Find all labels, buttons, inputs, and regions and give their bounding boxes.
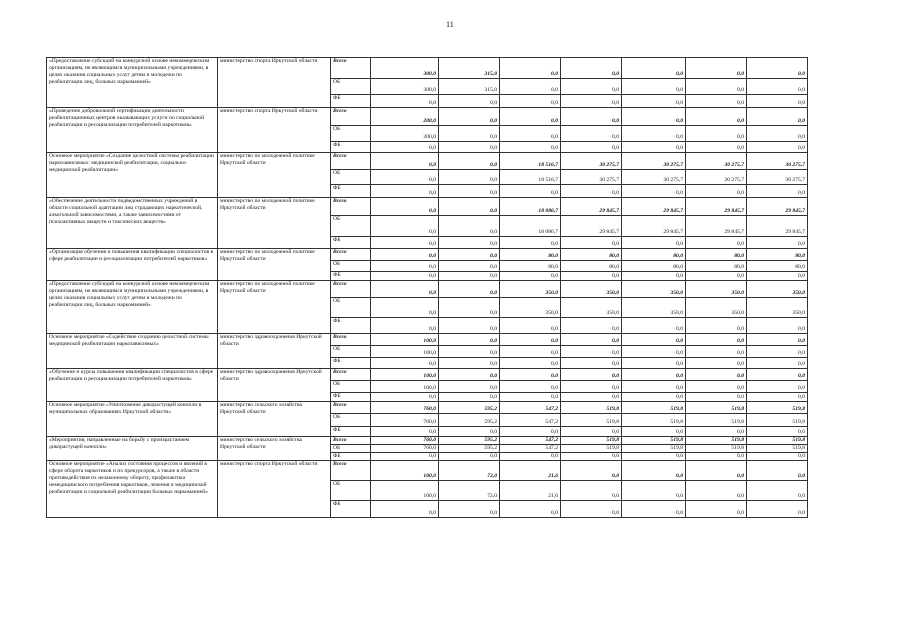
measure-name: «Организация обучения и повышения квалификации специалистов в сфере реабилитации и ресоциализации потребителей наркотиков»: [47, 249, 218, 281]
amount-cell: 519,8: [622, 445, 686, 453]
amount-cell: 80,0: [500, 261, 561, 272]
amount-cell: 0,0: [371, 358, 439, 369]
amount-cell: 0,0: [747, 481, 808, 501]
amount-cell: 80,0: [561, 249, 622, 261]
amount-cell: 30 275,7: [561, 170, 622, 185]
amount-cell: 0,0: [439, 427, 500, 437]
funding-source: ФБ: [331, 95, 371, 108]
amount-cell: 760,0: [371, 414, 439, 427]
amount-cell: 350,0: [622, 281, 686, 298]
amount-cell: 350,0: [747, 281, 808, 298]
amount-cell: 519,8: [686, 402, 747, 414]
amount-cell: 0,0: [622, 453, 686, 461]
amount-cell: 519,8: [747, 445, 808, 453]
executor: министерство спорта Иркутской области: [218, 58, 331, 108]
amount-cell: 80,0: [561, 261, 622, 272]
funding-source: ОБ: [331, 126, 371, 142]
amount-cell: 0,0: [561, 318, 622, 334]
amount-cell: 0,0: [439, 237, 500, 249]
amount-cell: 0,0: [686, 453, 747, 461]
measure-name: Основное мероприятие «Создание целостной системы реабилитации наркозависимых: медицинской реабилитации, социально-медицинской реабилитации»: [47, 153, 218, 198]
amount-cell: 0,0: [686, 108, 747, 126]
measure-name: Основное мероприятие «Содействие созданию целостной системы медицинской реабилитации наркозависимых»: [47, 334, 218, 369]
amount-cell: 0,0: [439, 153, 500, 170]
amount-cell: 80,0: [747, 249, 808, 261]
amount-cell: 0,0: [747, 185, 808, 198]
amount-cell: 0,0: [500, 142, 561, 153]
funding-source: ОБ: [331, 481, 371, 501]
amount-cell: 80,0: [622, 261, 686, 272]
amount-cell: 350,0: [686, 281, 747, 298]
amount-cell: 100,0: [371, 334, 439, 346]
funding-source: ОБ: [331, 346, 371, 358]
funding-source: ФБ: [331, 237, 371, 249]
amount-cell: 519,8: [561, 414, 622, 427]
amount-cell: 0,0: [747, 393, 808, 402]
measure-name: «Обеспечение деятельности подведомственных учреждений в области социальной адаптации лиц страдающих наркотической, алкогольной зависимостями, а также зависимостями от психоактивных веществ и токсических веществ»: [47, 198, 218, 249]
amount-cell: 0,0: [439, 108, 500, 126]
amount-cell: 0,0: [561, 79, 622, 95]
amount-cell: 0,0: [371, 237, 439, 249]
amount-cell: 0,0: [561, 272, 622, 281]
amount-cell: 519,8: [622, 402, 686, 414]
amount-cell: 0,0: [747, 346, 808, 358]
amount-cell: 0,0: [747, 142, 808, 153]
amount-cell: 0,0: [500, 427, 561, 437]
amount-cell: 0,0: [500, 369, 561, 381]
amount-cell: 0,0: [371, 153, 439, 170]
amount-cell: 30 275,7: [622, 153, 686, 170]
amount-cell: 0,0: [686, 95, 747, 108]
amount-cell: 0,0: [371, 501, 439, 518]
amount-cell: 0,0: [622, 346, 686, 358]
amount-cell: 0,0: [371, 249, 439, 261]
amount-cell: 0,0: [371, 95, 439, 108]
amount-cell: 0,0: [747, 369, 808, 381]
amount-cell: 0,0: [686, 427, 747, 437]
amount-cell: 0,0: [747, 334, 808, 346]
table-row: [47, 334, 808, 346]
amount-cell: 760,0: [371, 437, 439, 445]
amount-cell: 0,0: [439, 298, 500, 318]
amount-cell: 519,8: [747, 402, 808, 414]
amount-cell: 0,0: [622, 334, 686, 346]
amount-cell: 30 275,7: [686, 170, 747, 185]
amount-cell: 0,0: [747, 501, 808, 518]
table-row: [47, 437, 808, 445]
amount-cell: 30 275,7: [622, 170, 686, 185]
funding-source: ОБ: [331, 414, 371, 427]
funding-source: ОБ: [331, 170, 371, 185]
amount-cell: 0,0: [561, 369, 622, 381]
executor: министерство здравоохранения Иркутской области: [218, 369, 331, 402]
amount-cell: 0,0: [439, 501, 500, 518]
amount-cell: 0,0: [686, 481, 747, 501]
amount-cell: 0,0: [622, 58, 686, 79]
amount-cell: 0,0: [747, 237, 808, 249]
amount-cell: 0,0: [622, 108, 686, 126]
amount-cell: 29 845,7: [747, 198, 808, 216]
amount-cell: 0,0: [747, 381, 808, 393]
table-row: [47, 281, 808, 298]
amount-cell: 0,0: [561, 108, 622, 126]
amount-cell: 0,0: [439, 249, 500, 261]
amount-cell: 0,0: [561, 142, 622, 153]
amount-cell: 0,0: [686, 142, 747, 153]
amount-cell: 29 845,7: [622, 198, 686, 216]
amount-cell: 0,0: [686, 461, 747, 481]
amount-cell: 0,0: [371, 298, 439, 318]
amount-cell: 0,0: [747, 95, 808, 108]
amount-cell: 0,0: [561, 501, 622, 518]
amount-cell: 0,0: [439, 453, 500, 461]
amount-cell: 0,0: [439, 318, 500, 334]
funding-source: ОБ: [331, 216, 371, 237]
amount-cell: 0,0: [500, 185, 561, 198]
funding-source: ФБ: [331, 453, 371, 461]
amount-cell: 0,0: [686, 381, 747, 393]
measure-name: «Предоставление субсидий на конкурсной основе некоммерческим организациям, не являющимся муниципальными учреждениями, в целях оказания социальных услуг детям и молодежи по реабилитации лиц, больных наркоманией»: [47, 58, 218, 108]
funding-source: ОБ: [331, 261, 371, 272]
amount-cell: 0,0: [439, 170, 500, 185]
amount-cell: 0,0: [561, 95, 622, 108]
amount-cell: 0,0: [371, 318, 439, 334]
amount-cell: 519,8: [747, 414, 808, 427]
amount-cell: 0,0: [561, 381, 622, 393]
amount-cell: 0,0: [500, 237, 561, 249]
amount-cell: 547,2: [500, 402, 561, 414]
funding-source: Всего: [331, 369, 371, 381]
amount-cell: 0,0: [439, 216, 500, 237]
amount-cell: 0,0: [500, 501, 561, 518]
amount-cell: 0,0: [622, 142, 686, 153]
amount-cell: 0,0: [500, 453, 561, 461]
funding-source: ОБ: [331, 381, 371, 393]
amount-cell: 0,0: [500, 318, 561, 334]
amount-cell: 595,2: [439, 445, 500, 453]
amount-cell: 350,0: [747, 298, 808, 318]
amount-cell: 0,0: [561, 453, 622, 461]
amount-cell: 0,0: [561, 237, 622, 249]
amount-cell: 0,0: [622, 481, 686, 501]
amount-cell: 0,0: [747, 79, 808, 95]
amount-cell: 0,0: [500, 126, 561, 142]
amount-cell: 300,0: [371, 58, 439, 79]
funding-source: ОБ: [331, 79, 371, 95]
executor: министерство по молодежной политике Иркутской области: [218, 281, 331, 334]
amount-cell: 315,0: [439, 58, 500, 79]
funding-source: ФБ: [331, 427, 371, 437]
amount-cell: 0,0: [747, 318, 808, 334]
amount-cell: 18 516,7: [500, 170, 561, 185]
amount-cell: 519,8: [686, 437, 747, 445]
amount-cell: 0,0: [622, 501, 686, 518]
table-row: [47, 198, 808, 216]
amount-cell: 0,0: [371, 427, 439, 437]
amount-cell: 0,0: [622, 79, 686, 95]
amount-cell: 519,8: [686, 445, 747, 453]
amount-cell: 0,0: [622, 237, 686, 249]
amount-cell: 80,0: [500, 249, 561, 261]
amount-cell: 0,0: [561, 58, 622, 79]
amount-cell: 100,0: [371, 369, 439, 381]
executor: министерство спорта Иркутской области: [218, 108, 331, 153]
amount-cell: 0,0: [747, 461, 808, 481]
amount-cell: 0,0: [439, 369, 500, 381]
amount-cell: 0,0: [371, 261, 439, 272]
amount-cell: 0,0: [439, 358, 500, 369]
amount-cell: 0,0: [747, 126, 808, 142]
amount-cell: 80,0: [686, 261, 747, 272]
table-row: [47, 402, 808, 414]
amount-cell: 519,8: [622, 437, 686, 445]
funding-source: Всего: [331, 461, 371, 481]
amount-cell: 0,0: [686, 79, 747, 95]
amount-cell: 0,0: [686, 334, 747, 346]
amount-cell: 519,8: [747, 437, 808, 445]
amount-cell: 0,0: [686, 369, 747, 381]
funding-source: Всего: [331, 437, 371, 445]
amount-cell: 0,0: [371, 272, 439, 281]
funding-source: Всего: [331, 153, 371, 170]
measure-name: «Обучение и курсы повышения квалификации специалистов в сфере реабилитации и ресоциализации потребителей наркотиков»: [47, 369, 218, 402]
table-row: [47, 58, 808, 79]
measure-name: «Мероприятия, направленные на борьбу с произрастанием дикорастущей конопли»: [47, 437, 218, 461]
amount-cell: 0,0: [371, 453, 439, 461]
amount-cell: 0,0: [371, 198, 439, 216]
amount-cell: 350,0: [622, 298, 686, 318]
amount-cell: 0,0: [371, 142, 439, 153]
funding-source: Всего: [331, 402, 371, 414]
funding-source: ФБ: [331, 185, 371, 198]
amount-cell: 0,0: [561, 393, 622, 402]
amount-cell: 519,8: [686, 414, 747, 427]
amount-cell: 0,0: [500, 346, 561, 358]
amount-cell: 0,0: [439, 142, 500, 153]
amount-cell: 0,0: [622, 126, 686, 142]
amount-cell: 0,0: [371, 170, 439, 185]
amount-cell: 0,0: [561, 358, 622, 369]
amount-cell: 0,0: [561, 126, 622, 142]
amount-cell: 595,2: [439, 414, 500, 427]
funding-source: ФБ: [331, 393, 371, 402]
amount-cell: 350,0: [561, 298, 622, 318]
amount-cell: 0,0: [561, 334, 622, 346]
amount-cell: 0,0: [561, 461, 622, 481]
amount-cell: 0,0: [439, 198, 500, 216]
amount-cell: 100,0: [371, 346, 439, 358]
funding-source: ОБ: [331, 298, 371, 318]
page-number: 11: [446, 20, 454, 29]
amount-cell: 595,2: [439, 402, 500, 414]
amount-cell: 0,0: [747, 427, 808, 437]
amount-cell: 72,0: [439, 481, 500, 501]
amount-cell: 547,2: [500, 437, 561, 445]
executor: министерство по молодежной политике Иркутской области: [218, 153, 331, 198]
amount-cell: 350,0: [500, 298, 561, 318]
measure-name: «Предоставление субсидий на конкурсной основе некоммерческим организациям, не являющимся муниципальными учреждениями, в целях оказания социальных услуг детям и молодежи по реабилитации лиц, больных наркоманией»: [47, 281, 218, 334]
amount-cell: 72,0: [439, 461, 500, 481]
table-row: [47, 461, 808, 481]
amount-cell: 300,0: [371, 79, 439, 95]
amount-cell: 80,0: [747, 261, 808, 272]
funding-source: Всего: [331, 198, 371, 216]
amount-cell: 0,0: [439, 95, 500, 108]
amount-cell: 0,0: [622, 272, 686, 281]
amount-cell: 30 275,7: [747, 170, 808, 185]
amount-cell: 760,0: [371, 402, 439, 414]
amount-cell: 80,0: [686, 249, 747, 261]
amount-cell: 0,0: [622, 185, 686, 198]
funding-source: Всего: [331, 108, 371, 126]
executor: министерство сельского хозяйства Иркутской области: [218, 437, 331, 461]
amount-cell: 0,0: [500, 334, 561, 346]
amount-cell: 0,0: [686, 237, 747, 249]
amount-cell: 0,0: [686, 185, 747, 198]
funding-source: ФБ: [331, 142, 371, 153]
amount-cell: 0,0: [622, 427, 686, 437]
amount-cell: 519,8: [561, 402, 622, 414]
executor: министерство по молодежной политике Иркутской области: [218, 249, 331, 281]
amount-cell: 0,0: [747, 453, 808, 461]
amount-cell: 0,0: [439, 281, 500, 298]
table-row: [47, 249, 808, 261]
amount-cell: 200,0: [371, 108, 439, 126]
measure-name: Основное мероприятие «Анализ состояния процессов и явлений в сфере оборота наркотиков и их прекурсоров, а также в области противодействия их незаконному обороту, профилактика немедицинского потребления наркотиков, лечения и медицинской реабилитации и социальной реабилитации больных наркоманией»: [47, 461, 218, 518]
amount-cell: 0,0: [500, 358, 561, 369]
amount-cell: 0,0: [747, 358, 808, 369]
table-row: [47, 153, 808, 170]
amount-cell: 0,0: [686, 318, 747, 334]
amount-cell: 0,0: [686, 346, 747, 358]
amount-cell: 30 275,7: [561, 153, 622, 170]
amount-cell: 0,0: [686, 58, 747, 79]
amount-cell: 0,0: [439, 261, 500, 272]
amount-cell: 0,0: [371, 185, 439, 198]
amount-cell: 0,0: [439, 334, 500, 346]
amount-cell: 0,0: [747, 58, 808, 79]
amount-cell: 29 845,7: [561, 198, 622, 216]
amount-cell: 0,0: [686, 272, 747, 281]
amount-cell: 519,8: [561, 445, 622, 453]
amount-cell: 0,0: [500, 58, 561, 79]
amount-cell: 29 845,7: [686, 216, 747, 237]
table-row: [47, 369, 808, 381]
amount-cell: 760,0: [371, 445, 439, 453]
budget-table: [46, 57, 808, 518]
amount-cell: 0,0: [500, 108, 561, 126]
amount-cell: 80,0: [622, 249, 686, 261]
amount-cell: 29 845,7: [561, 216, 622, 237]
measure-name: Основное мероприятие «Уничтожение дикорастущей конопли в муниципальных образованиях Иркутской области»: [47, 402, 218, 437]
amount-cell: 0,0: [371, 281, 439, 298]
amount-cell: 0,0: [500, 393, 561, 402]
amount-cell: 0,0: [561, 346, 622, 358]
amount-cell: 0,0: [747, 108, 808, 126]
amount-cell: 0,0: [561, 185, 622, 198]
amount-cell: 0,0: [500, 79, 561, 95]
amount-cell: 200,0: [371, 126, 439, 142]
amount-cell: 547,2: [500, 414, 561, 427]
amount-cell: 350,0: [686, 298, 747, 318]
amount-cell: 0,0: [439, 272, 500, 281]
amount-cell: 0,0: [500, 381, 561, 393]
amount-cell: 0,0: [622, 358, 686, 369]
executor: министерство спорта Иркутской области: [218, 461, 331, 518]
amount-cell: 30 275,7: [686, 153, 747, 170]
funding-source: ОБ: [331, 445, 371, 453]
amount-cell: 0,0: [439, 381, 500, 393]
amount-cell: 0,0: [561, 481, 622, 501]
amount-cell: 18 516,7: [500, 153, 561, 170]
amount-cell: 0,0: [686, 358, 747, 369]
amount-cell: 100,0: [371, 461, 439, 481]
amount-cell: 315,0: [439, 79, 500, 95]
amount-cell: 0,0: [622, 461, 686, 481]
amount-cell: 18 086,7: [500, 198, 561, 216]
funding-source: ФБ: [331, 318, 371, 334]
amount-cell: 100,0: [371, 481, 439, 501]
amount-cell: 0,0: [439, 393, 500, 402]
amount-cell: 0,0: [439, 126, 500, 142]
amount-cell: 0,0: [622, 95, 686, 108]
executor: министерство сельского хозяйства Иркутской области: [218, 402, 331, 437]
amount-cell: 0,0: [500, 95, 561, 108]
funding-source: Всего: [331, 334, 371, 346]
amount-cell: 547,2: [500, 445, 561, 453]
amount-cell: 21,6: [500, 461, 561, 481]
funding-source: ФБ: [331, 272, 371, 281]
table-row: [47, 108, 808, 126]
amount-cell: 0,0: [622, 381, 686, 393]
amount-cell: 0,0: [622, 393, 686, 402]
amount-cell: 0,0: [686, 501, 747, 518]
amount-cell: 21,6: [500, 481, 561, 501]
amount-cell: 0,0: [686, 126, 747, 142]
amount-cell: 0,0: [500, 272, 561, 281]
funding-source: Всего: [331, 58, 371, 79]
measure-name: «Проведение добровольной сертификации деятельности реабилитационных центров оказывающих услуги по социальной реабилитации и ресоциализации потребителей наркотиков»: [47, 108, 218, 153]
amount-cell: 350,0: [561, 281, 622, 298]
amount-cell: 350,0: [500, 281, 561, 298]
amount-cell: 29 845,7: [622, 216, 686, 237]
amount-cell: 595,2: [439, 437, 500, 445]
amount-cell: 30 275,7: [747, 153, 808, 170]
amount-cell: 100,0: [371, 381, 439, 393]
funding-source: ФБ: [331, 358, 371, 369]
funding-source: Всего: [331, 281, 371, 298]
amount-cell: 0,0: [371, 216, 439, 237]
amount-cell: 0,0: [686, 393, 747, 402]
amount-cell: 0,0: [439, 185, 500, 198]
executor: министерство здравоохранения Иркутской области: [218, 334, 331, 369]
amount-cell: 0,0: [371, 393, 439, 402]
amount-cell: 519,8: [622, 414, 686, 427]
amount-cell: 29 845,7: [747, 216, 808, 237]
funding-source: Всего: [331, 249, 371, 261]
amount-cell: 0,0: [622, 369, 686, 381]
funding-source: ФБ: [331, 501, 371, 518]
amount-cell: 0,0: [439, 346, 500, 358]
amount-cell: 0,0: [747, 272, 808, 281]
amount-cell: 18 086,7: [500, 216, 561, 237]
executor: министерство по молодежной политике Иркутской области: [218, 198, 331, 249]
amount-cell: 29 845,7: [686, 198, 747, 216]
amount-cell: 0,0: [622, 318, 686, 334]
amount-cell: 0,0: [561, 427, 622, 437]
amount-cell: 519,8: [561, 437, 622, 445]
